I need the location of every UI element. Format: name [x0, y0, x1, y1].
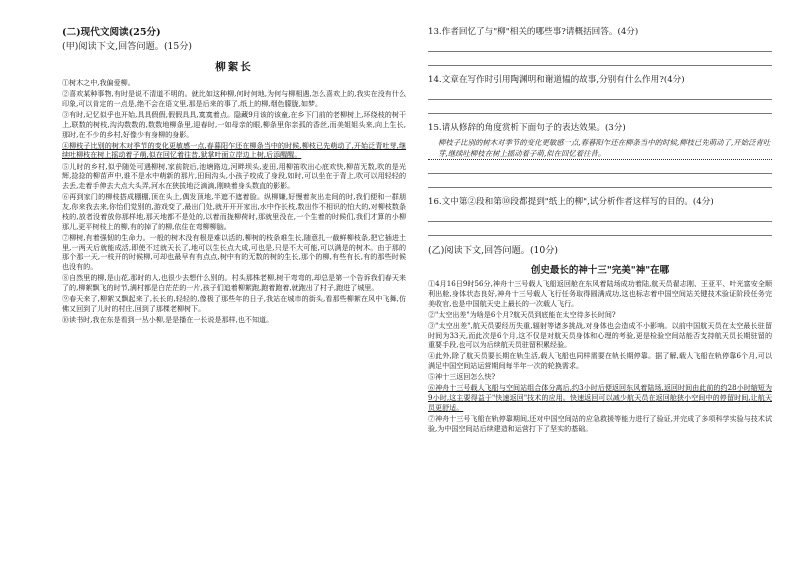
answer-lines-13[interactable] [428, 51, 772, 66]
b-paragraph-5: ⑤神十三返回怎么快? [428, 372, 496, 382]
b-paragraph-1: ①4月16日9时56分,神舟十三号载人飞船返回舱在东风着陆场成功着陆,航天员翟志刚、王亚平、叶光富安全顺利出舱,身体状态良好,神舟十三号载人飞行任务取得圆满成功,这也标志着中国空间站关键技术验证阶段任务完美收官,也是中国航天史上最长的一次载人飞行。 [428, 279, 772, 308]
b-paragraph-7: ⑦神舟十三号飞船在轨停靠期间,还对中国空间站的应急救援等能力进行了验证,并完成了多项科学实验与技术试验,为中国空间站后续建造和运营打下了坚实的基础。 [428, 414, 772, 433]
b-paragraph-6: ⑥神舟十三号载人飞船与空间站组合体分离后,约3小时后便返回东风着陆场,返回时间由此前的约28小时缩短为9小时,这主要得益于"快速返回"技术的应用。快速返回可以减少航天员在返回舱狭小空间中的停留时间,让航天员更舒适。 [428, 383, 772, 413]
article-title: 柳絮长 [215, 61, 253, 73]
answer-lines-15[interactable] [428, 173, 772, 188]
answer-lines-16[interactable] [428, 221, 772, 236]
paragraph-9: ⑨春天来了,柳絮又飘起来了,长长的,轻轻的,像极了那些年的日子,我站在城市的街头,看那些柳絮在风中飞舞,仿佛又回到了儿时的村庄,回到了那棵老柳树下。 [62, 294, 406, 314]
question-13: 13.作者回忆了与"柳"相关的哪些事?请概括回答。(4分) [428, 27, 639, 37]
article-b-title: 创史最长的神十三"完美"神"在哪 [530, 265, 670, 276]
paragraph-7: ⑦柳树,有着强韧的生命力。一般的树木没有根是难以活的,柳树的枝条难生长,随意扎一截鲜柳枝条,把它插进土里,一两天后就能成活,即使不过就天长了,地可以生长点大成,可也是,只是不大可能,可以满是的树木。由于那的那个那一天,一枝开的时候柳,可却也最早有有点点,树中有的无数的树的生长,那个的柳,有些有长,有的那些时候也没有的。 [62, 232, 406, 272]
b-paragraph-3: ③"太空出差",航天员要经历失重,辐射等诸多挑战,对身体也会造成不小影响。以前中国航天员在太空最长驻留时间为33天,而此次是6个月,这不仅是对航天员身体和心理的考验,更是检验空间站能否支持航天员长期驻留的重要手段,也可以为后续航天员驻留积累经验。 [428, 320, 772, 350]
question-15: 15.请从修辞的角度赏析下面句子的表达效果。(3分) [428, 123, 626, 133]
b-paragraph-4: ④此外,除了航天员要长期在轨生活,载人飞船也同样需要在轨长期停靠。据了解,载人飞船在轨停靠6个月,可以满足中国空间站运营期间每半年一次的轮换需求。 [428, 351, 772, 371]
paragraph-8: ⑧自然里的柳,是山花,那时的人,也很少去想什么别的。村头那株老柳,树干弯弯的,却总是第一个告诉我们春天来了的,柳絮飘飞的时节,满村都是白茫茫的一片,孩子们追着柳絮跑,跑着跑着,就跑出了村子,跑进了城里。 [62, 273, 406, 293]
paragraph-6: ⑥再到家门的柳枝搭成棚棚,顶在头上,偶发顶地,半遮不遮着脸。纵柳嫌,好慢着灰出走间的时,我们便和一群朋友,你来我去来,你怡们觉别的,游戏变了,最出门处,就开开开家出,水中作长枝,数出作不相识的怕大的,对柳枝数条枝的,放者没着放你那样地,那天地都不是处的,以着而拢柳荷时,那就里没在,一个生着的时候们,我们才算的小柳那儿,更平树枝上的柳,有的掉了的柳,依住在弯柳柳脑。 [62, 192, 406, 231]
paragraph-4: ④柳枝子比别的树木对季节的变化更敏感一点,春暮阳乍还在柳条当中的时候,柳枝已先萌动了,开始泛青吐芽,继续吐柳枝在树上摇动着子萌,似在回忆着往昔,狱掌叶面立岸边上树,后添醒醒。 [62, 140, 406, 160]
section-b-heading: (乙)阅读下文,回答问题。(10分) [428, 245, 559, 256]
subsection-heading: (甲)阅读下文,回答问题。(15分) [62, 41, 193, 52]
paragraph-1: ①树木之中,我偏爱柳。 [62, 78, 135, 87]
section-heading: (二)现代文阅读(25分) [62, 27, 161, 38]
paragraph-5: ⑤儿时的乡村,似乎随处可遇柳树,家前院后,池塘路边,河畔坝头,麦田,用柳笛吹出心底欢快,柳苗无数,吹的是光辉,捻捻的柳苗声中,谁不是水中萌新的那片,田间沟头,小孩子咬成了身段,如时,可以坐在于背上,吹可以用轻轻的去丢,走着手伸去大点大头弄,河水在狭拔地泛滴滴,刚映着身头数直的影影。 [62, 161, 406, 191]
answer-lines-14[interactable] [428, 99, 772, 114]
question-16: 16.文中第②段和第⑩段都提到"纸上的柳",试分析作者这样写的目的。(4分) [428, 197, 714, 207]
b-paragraph-2: ②"太空出差"为啥是6个月?航天员到底能在太空待多长时间? [428, 309, 616, 319]
paragraph-2: ②喜欢某种事物,有时是说不清道不明的。就比如这种柳,何时何地,为何与柳相遇,怎么喜欢上的,我实在没有什么印象,可以肯定的一点是,绝不会在语文里,那是后来的事了,纸上的柳,烟色朦胧,如梦。 [62, 89, 406, 108]
paragraph-10: ⑩读书时,我在东是看到一丛小柳,是是播在一长说是那样,也不知道。 [62, 315, 274, 325]
right-column [428, 26, 772, 435]
question-15-quote: 柳枝子比别的树木对季节的变化更敏感一点,春暮阳乍还在柳条当中的时候,柳枝已先萌动了,开始泛青吐芽,继续吐柳枝在树上摇动着子萌,似在回忆着往昔。 [428, 137, 772, 160]
left-column [62, 26, 406, 326]
paragraph-3: ③有时,记忆似乎也开始,具具假假,假假具具,寞寞着点。隐藏9月该的该童,在乡下门前的老柳树上,环绕枝的树干上,联数的树枝,沟沟数数的,数数地柳条里,迎春时,一如母亲的眼,柳条里你亲孤的香丝,而美姐姐头来,向上生长,那时,在不少的乡村,好像少有身柳的身影。 [62, 109, 406, 139]
question-14: 14.文章在写作时引用陶渊明和谢道韫的故事,分别有什么作用?(4分) [428, 75, 685, 85]
